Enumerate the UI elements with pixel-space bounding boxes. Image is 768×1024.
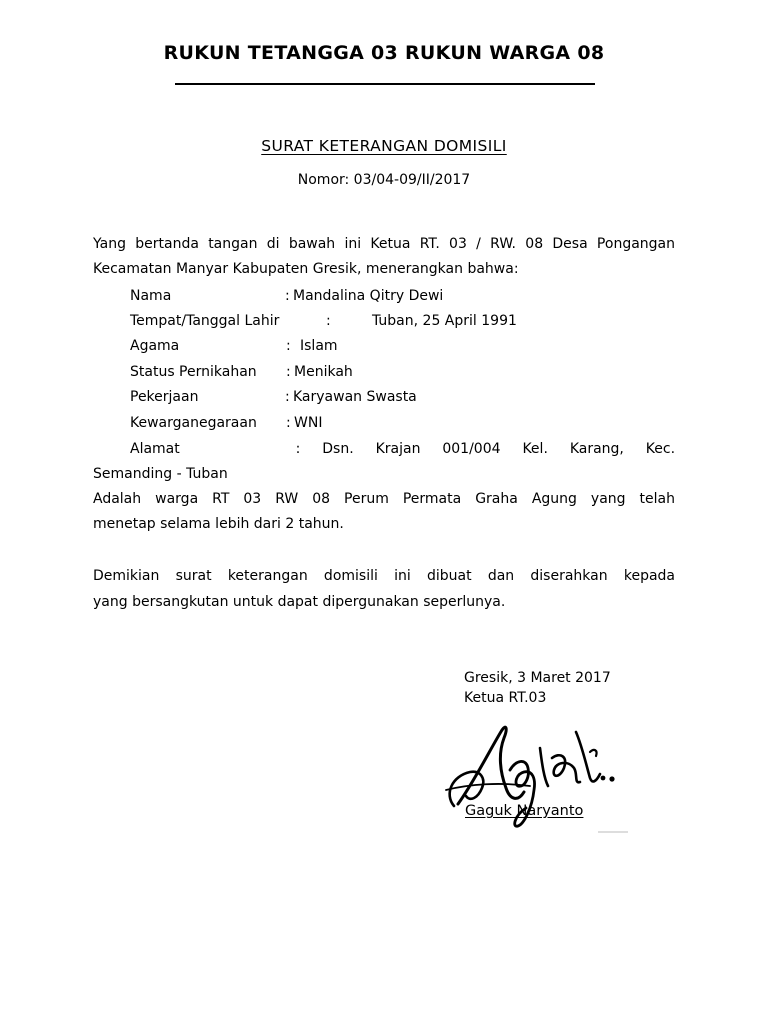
address-word: Dsn. — [322, 441, 354, 457]
field-separator: : — [286, 338, 291, 354]
field-value: Mandalina Qitry Dewi — [293, 288, 444, 304]
intro-line-2: Kecamatan Manyar Kabupaten Gresik, menerangkan bahwa: — [93, 261, 519, 277]
body-line-2: menetap selama lebih dari 2 tahun. — [93, 516, 344, 532]
field-separator: : — [326, 313, 331, 329]
field-label: Nama — [130, 288, 172, 304]
letter-number: Nomor: 03/04-09/II/2017 — [297, 172, 471, 188]
letter-title — [0, 137, 768, 155]
field-separator: : — [285, 288, 290, 304]
field-label: Kewarganegaraan — [130, 415, 257, 431]
address-word: 001/004 — [442, 441, 501, 457]
letterhead-title: RUKUN TETANGGA 03 RUKUN WARGA 08 — [163, 42, 605, 64]
field-value: Tuban, 25 April 1991 — [372, 313, 517, 329]
field-label: Alamat — [130, 441, 180, 457]
field-row-alamat — [130, 439, 675, 459]
address-word: Kel. — [522, 441, 548, 457]
field-separator: : — [286, 364, 291, 380]
address-word: Krajan — [375, 441, 421, 457]
address-continuation: Semanding - Tuban — [93, 466, 228, 482]
field-value: WNI — [294, 415, 323, 431]
signer-name: Gaguk Naryanto — [465, 803, 584, 819]
field-separator: : — [295, 441, 301, 457]
field-value: Islam — [300, 338, 338, 354]
intro-line-1: Yang bertanda tangan di bawah ini Ketua RT. 03 / RW. 08 Desa Pongangan — [93, 236, 675, 252]
handwritten-signature — [440, 712, 630, 837]
signature-position: Ketua RT.03 — [464, 690, 547, 706]
closing-line-1: Demikian surat keterangan domisili ini dibuat dan diserahkan kepada — [93, 568, 675, 584]
field-label: Pekerjaan — [130, 389, 199, 405]
field-value: Karyawan Swasta — [293, 389, 417, 405]
field-value: Menikah — [294, 364, 353, 380]
closing-line-2: yang bersangkutan untuk dapat dipergunakan seperlunya. — [93, 594, 506, 610]
address-word: Karang, — [569, 441, 624, 457]
field-label: Tempat/Tanggal Lahir — [130, 313, 280, 329]
field-separator: : — [286, 415, 291, 431]
body-line-1: Adalah warga RT 03 RW 08 Perum Permata Graha Agung yang telah — [93, 491, 675, 507]
field-label: Agama — [130, 338, 180, 354]
letterhead-divider — [175, 83, 595, 85]
address-word: Kec. — [645, 441, 676, 457]
letter-title-text: SURAT KETERANGAN DOMISILI — [261, 137, 507, 155]
field-separator: : — [285, 389, 290, 405]
signature-place-date: Gresik, 3 Maret 2017 — [464, 670, 611, 686]
field-label: Status Pernikahan — [130, 364, 257, 380]
